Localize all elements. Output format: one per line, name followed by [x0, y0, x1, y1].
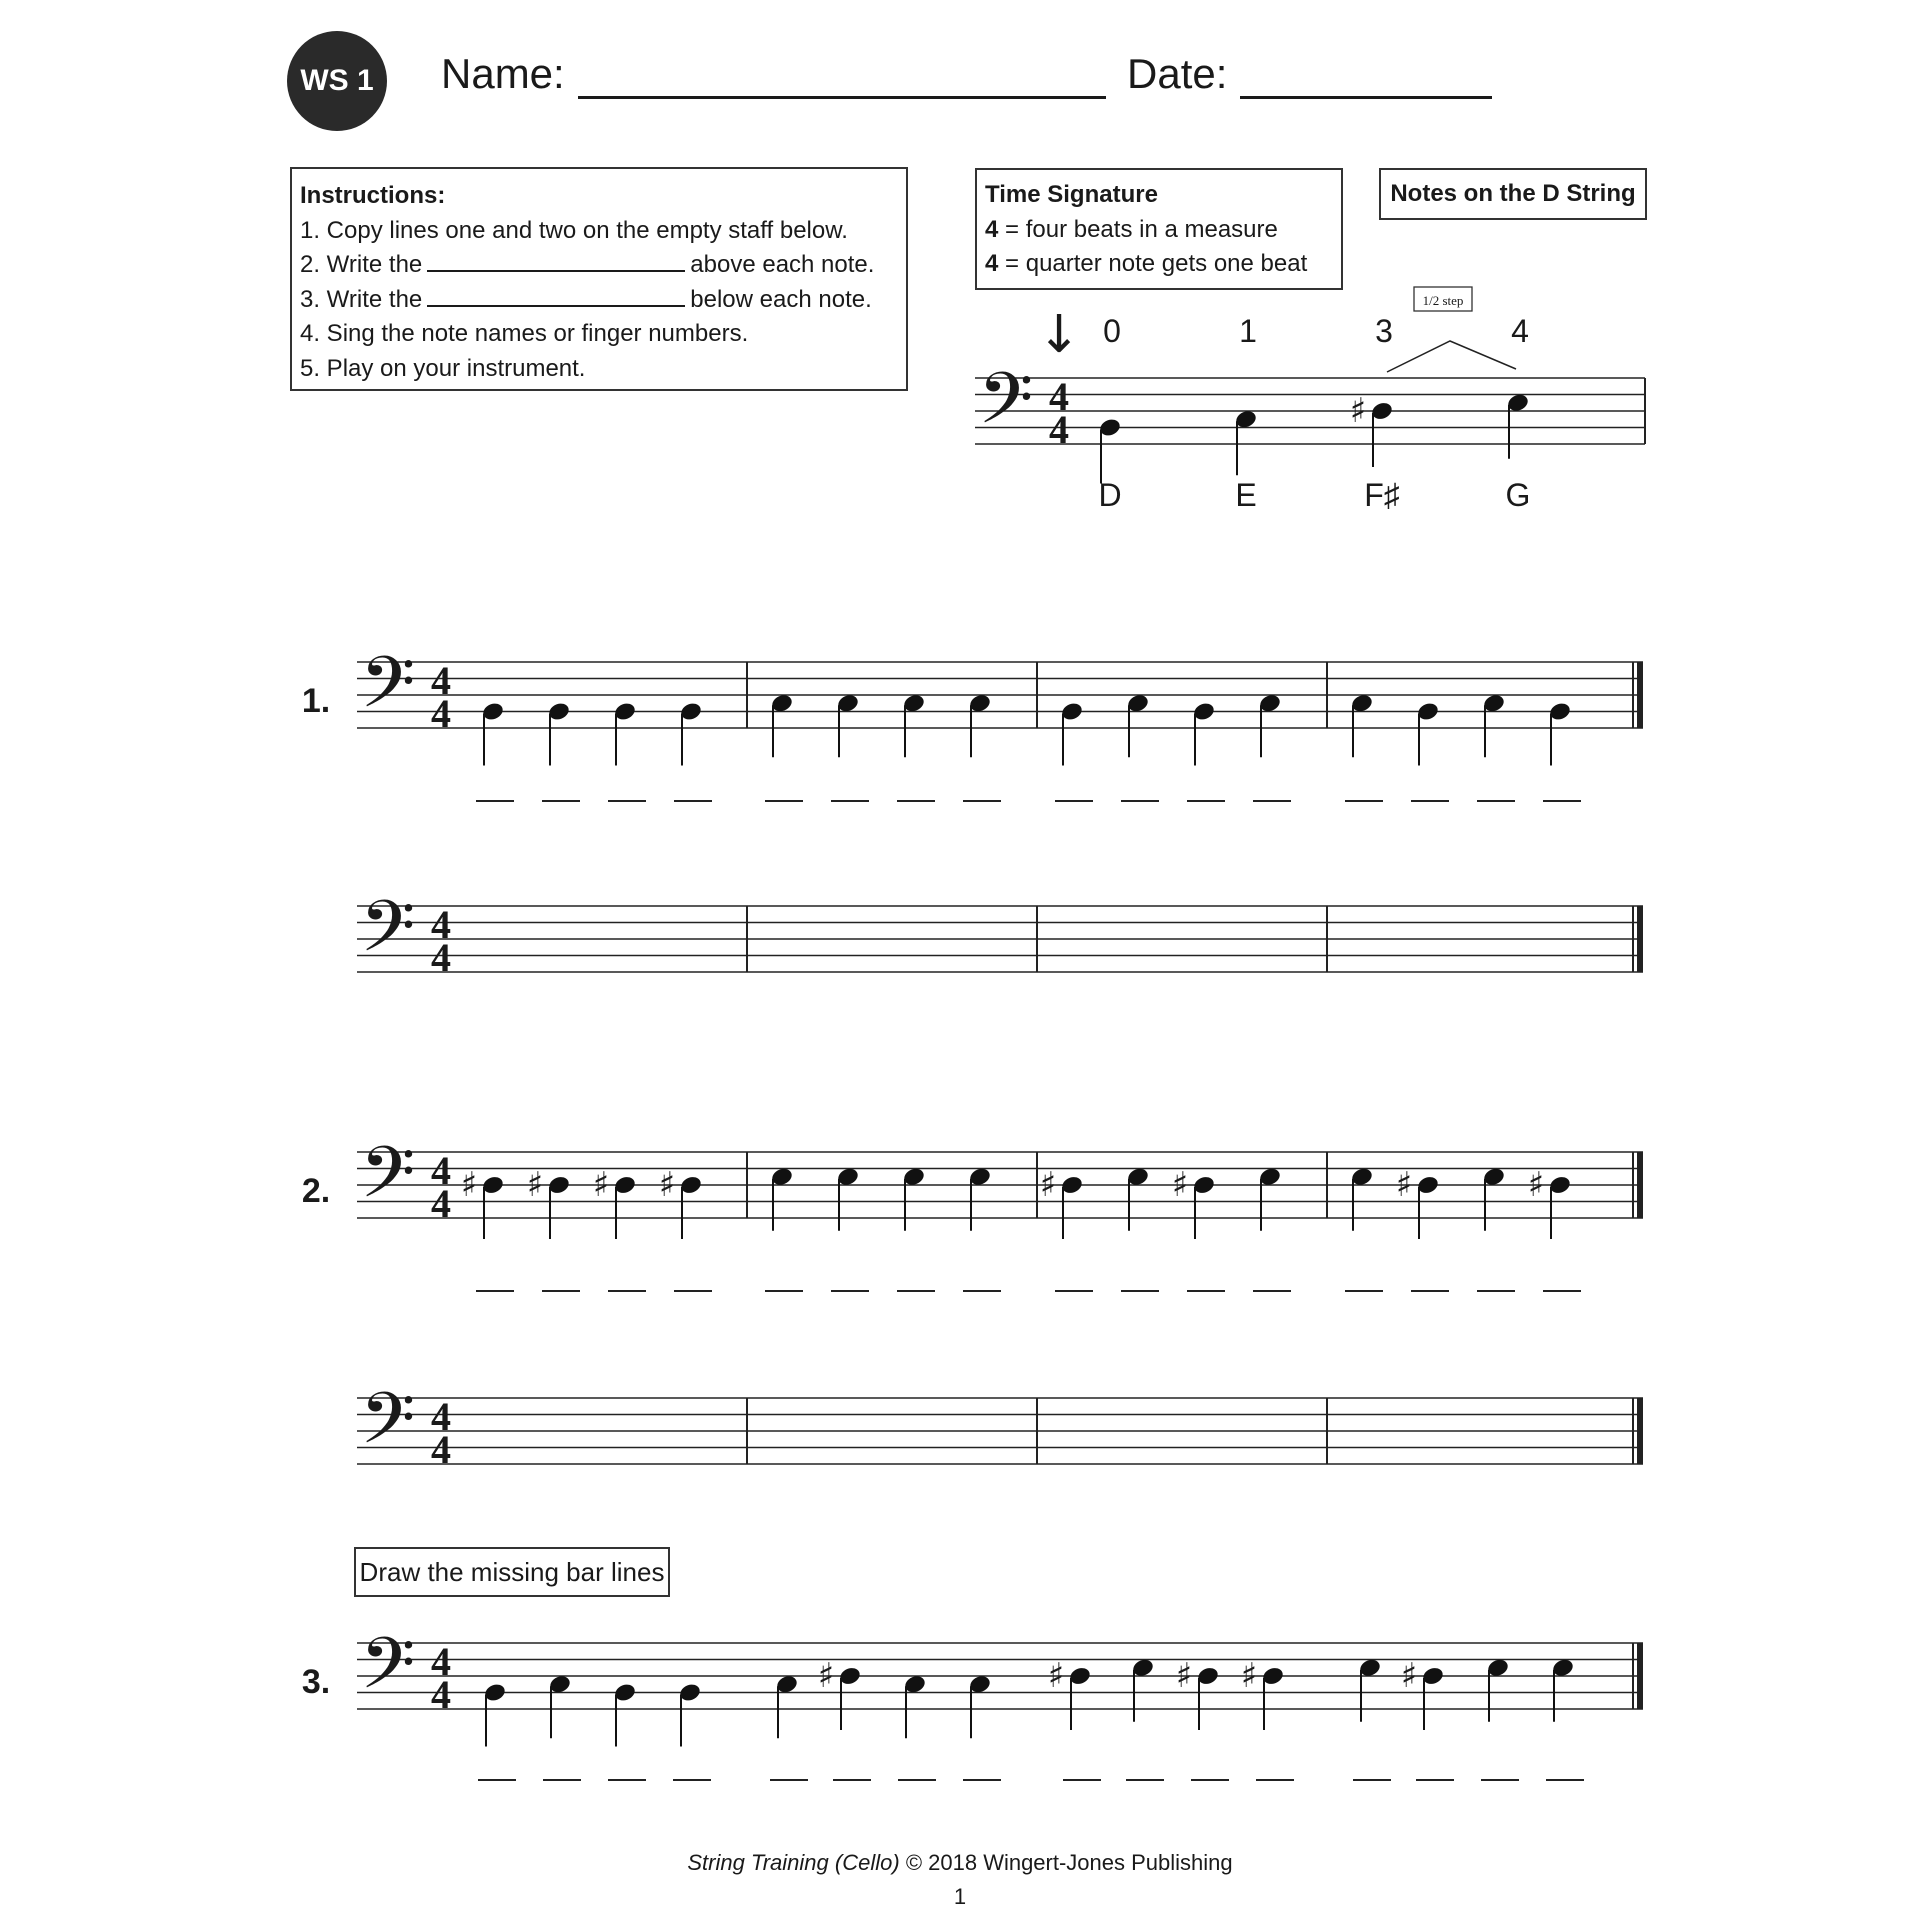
sharp-icon: ♯	[526, 1165, 544, 1205]
time-signature-top: 4	[431, 1639, 451, 1685]
d-string-title: Notes on the D String	[1390, 180, 1636, 207]
sharp-icon: ♯	[1395, 1165, 1413, 1205]
instruction-1: 1. Copy lines one and two on the empty staff below.	[300, 216, 848, 244]
down-arrow-icon: ↓	[1037, 305, 1081, 365]
time-signature-top: 4	[431, 902, 451, 948]
sharp-icon: ♯	[1240, 1656, 1258, 1696]
finger-number-3: 4	[1511, 313, 1529, 349]
sharp-icon: ♯	[1171, 1165, 1189, 1205]
time-signature-bottom: 4	[431, 1181, 451, 1227]
bass-clef-icon: 𝄢	[360, 1377, 416, 1478]
instruction-3-start: 3. Write the	[300, 285, 423, 313]
time-signature-line-1-num: 4	[985, 215, 999, 243]
final-bar-thick	[1637, 906, 1643, 972]
note-name-1: E	[1235, 477, 1257, 513]
note-name-3: G	[1505, 477, 1531, 513]
finger-number-1: 1	[1239, 313, 1257, 349]
instruction-2-start: 2. Write the	[300, 251, 423, 278]
exercise-label: 3.	[301, 1663, 331, 1701]
bass-clef-icon: 𝄢	[360, 885, 416, 986]
time-signature-top: 4	[1049, 374, 1069, 420]
instructions-title: Instructions:	[300, 182, 446, 209]
time-signature-top: 4	[431, 1394, 451, 1440]
bass-clef-icon: 𝄢	[360, 1131, 416, 1232]
time-signature-line-2-num: 4	[985, 250, 999, 277]
time-signature-bottom: 4	[1049, 407, 1069, 453]
time-signature-top: 4	[431, 1148, 451, 1194]
time-signature-bottom: 4	[431, 935, 451, 981]
time-signature-top: 4	[431, 658, 451, 704]
sharp-icon: ♯	[1400, 1656, 1418, 1696]
worksheet-badge-text: WS 1	[300, 64, 374, 97]
half-step-label: 1/2 step	[1422, 293, 1464, 308]
finger-number-0: 0	[1103, 313, 1121, 349]
sharp-icon: ♯	[817, 1656, 835, 1696]
instruction-3-end: below each note.	[690, 285, 872, 313]
instruction-2-end: above each note.	[690, 251, 875, 278]
sharp-icon: ♯	[592, 1165, 610, 1205]
time-signature-bottom: 4	[431, 1427, 451, 1473]
bass-clef-icon: 𝄢	[360, 1622, 416, 1723]
time-signature-bottom: 4	[431, 691, 451, 737]
sharp-icon: ♯	[1047, 1656, 1065, 1696]
footer-title: String Training (Cello)	[687, 1850, 900, 1875]
sharp-icon: ♯	[658, 1165, 676, 1205]
bass-clef-icon: 𝄢	[360, 641, 416, 742]
time-signature-bottom: 4	[431, 1672, 451, 1718]
footer	[0, 1850, 1920, 1876]
time-signature-line-1-text: = four beats in a measure	[1005, 215, 1278, 243]
final-bar-thick	[1637, 1398, 1643, 1464]
half-step-bracket	[1387, 341, 1516, 372]
instruction-5: 5. Play on your instrument.	[300, 354, 586, 382]
page-number: 1	[953, 1884, 967, 1909]
instruction-4: 4. Sing the note names or finger numbers.	[300, 320, 749, 347]
date-label: Date:	[1127, 50, 1228, 97]
footer-copyright: © 2018 Wingert-Jones Publishing	[905, 1850, 1233, 1875]
sharp-icon: ♯	[1175, 1656, 1193, 1696]
time-signature-title: Time Signature	[985, 181, 1158, 208]
name-label: Name:	[441, 50, 565, 97]
sharp-icon: ♯	[1527, 1165, 1545, 1205]
missing-bar-lines-label: Draw the missing bar lines	[359, 1556, 665, 1587]
time-signature-line-2-text: = quarter note gets one beat	[1005, 250, 1308, 277]
bass-clef-icon: 𝄢	[978, 357, 1034, 458]
exercise-label: 2.	[301, 1172, 331, 1210]
final-bar-thick	[1637, 662, 1643, 728]
sharp-icon: ♯	[1349, 391, 1367, 431]
finger-number-2: 3	[1375, 313, 1393, 349]
note-name-2: F♯	[1364, 477, 1400, 513]
sharp-icon: ♯	[1039, 1165, 1057, 1205]
exercise-label: 1.	[301, 682, 331, 720]
final-bar-thick	[1637, 1152, 1643, 1218]
note-name-0: D	[1098, 477, 1122, 513]
final-bar-thick	[1637, 1643, 1643, 1709]
sharp-icon: ♯	[460, 1165, 478, 1205]
